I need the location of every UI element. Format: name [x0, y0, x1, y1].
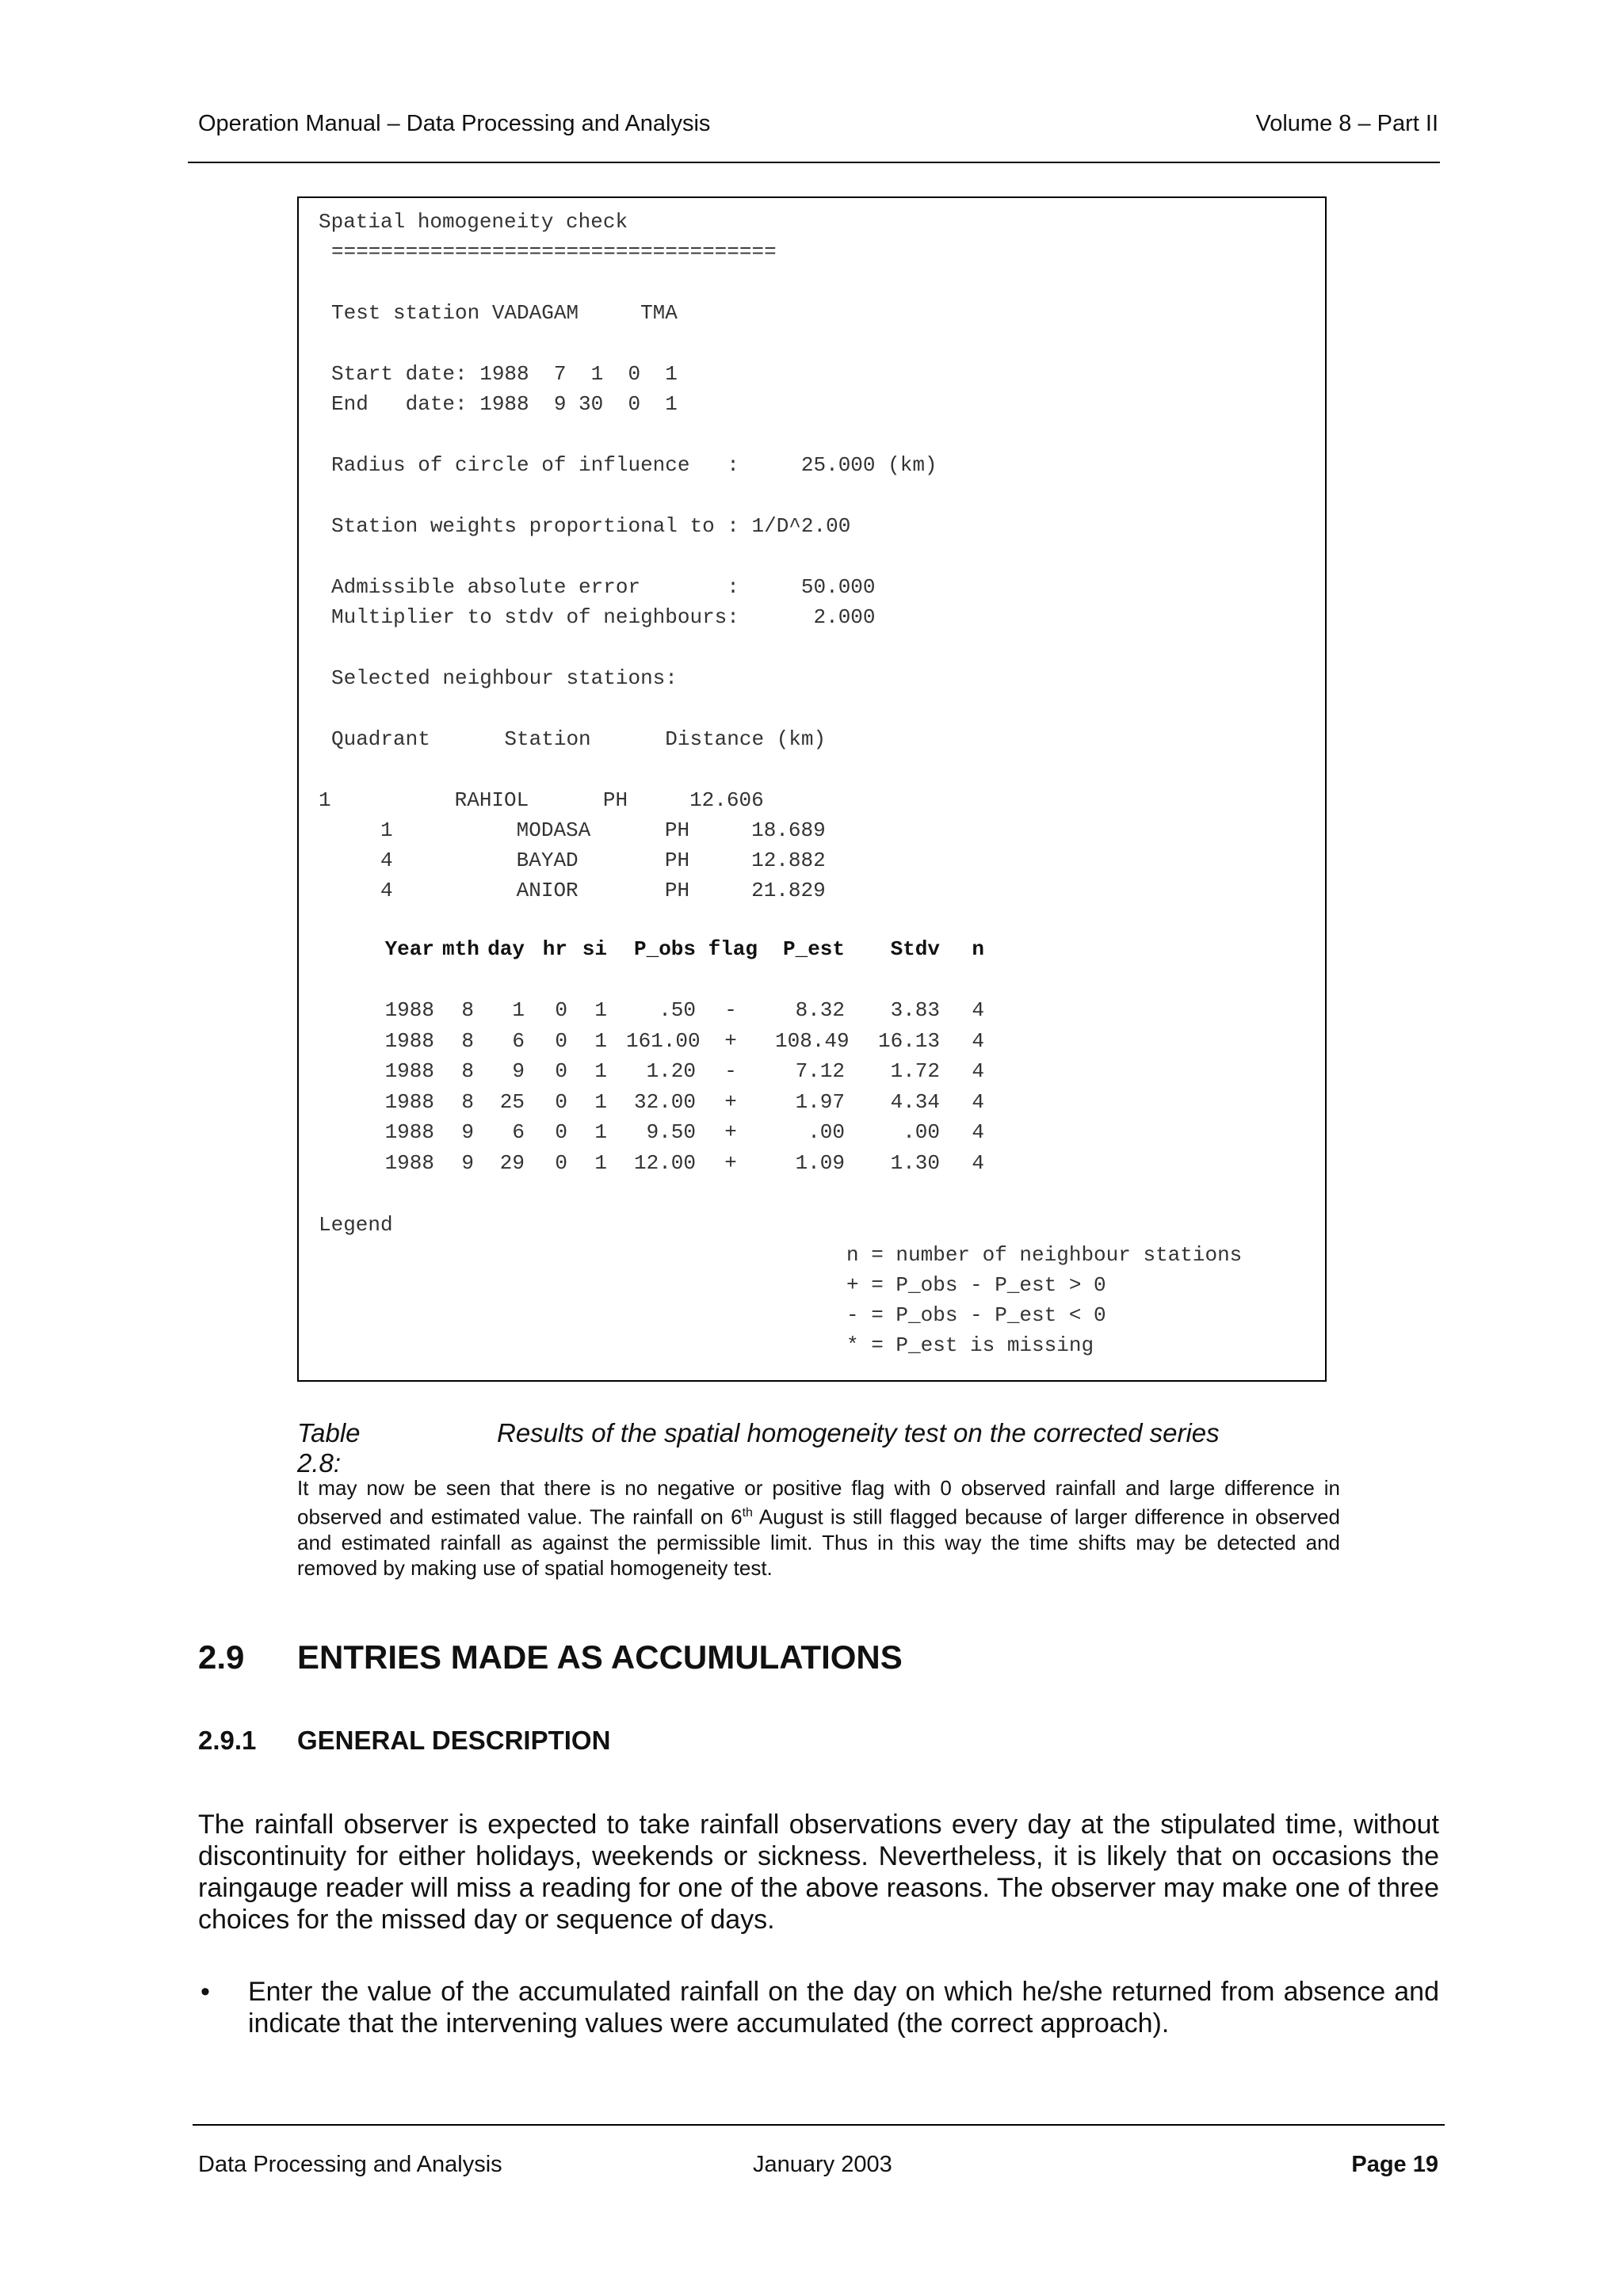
table-cell: 12.00 [633, 1150, 696, 1175]
table-cell: 161.00 [626, 1028, 701, 1053]
table-cell: 4 [972, 1150, 984, 1175]
table-cell: 4 [972, 1059, 984, 1083]
table-cell: 1.09 [795, 1150, 845, 1175]
col-header: P_obs [633, 937, 696, 961]
table-cell: + [724, 1120, 737, 1144]
legend-item: * = P_est is missing [846, 1333, 1094, 1357]
header-left-title: Operation Manual – Data Processing and Analysis [198, 111, 711, 136]
table-cell: 7.12 [795, 1059, 845, 1083]
table-cell: 1.72 [890, 1059, 940, 1083]
table-cell: 1988 [384, 998, 434, 1022]
neighbour-header: Quadrant Station Distance (km) [331, 727, 827, 751]
table-cell: 1 [594, 1059, 607, 1083]
col-header: n [972, 937, 984, 961]
table-cell: 6 [512, 1120, 525, 1144]
table-cell: 4 [972, 1089, 984, 1114]
table-row [380, 1090, 1141, 1121]
multiplier-line: Multiplier to stdv of neighbours: 2.000 [331, 605, 876, 629]
col-header: Stdv [890, 937, 940, 961]
caption-text: Results of the spatial homogeneity test on the corrected series [497, 1418, 1220, 1447]
table-cell: + [724, 1028, 737, 1053]
table-row [380, 1120, 1141, 1151]
table-cell: .50 [659, 998, 696, 1022]
table-cell: 0 [555, 1120, 567, 1144]
footer-date: January 2003 [753, 2152, 892, 2177]
table-cell: 9.50 [646, 1120, 696, 1144]
table-cell: 8 [461, 1089, 474, 1114]
table-cell: 1988 [384, 1150, 434, 1175]
col-header: mth [442, 937, 479, 961]
radius-line: Radius of circle of influence : 25.000 (km) [331, 453, 938, 477]
table-cell: 0 [555, 1089, 567, 1114]
col-header: hr [542, 937, 567, 961]
legend-item: - = P_obs - P_est < 0 [846, 1303, 1106, 1327]
section-number: 2.9 [198, 1638, 245, 1676]
table-cell: 1988 [384, 1059, 434, 1083]
col-header: Year [384, 937, 434, 961]
test-station-line: Test station VADAGAM TMA [331, 301, 678, 325]
table-cell: + [724, 1150, 737, 1175]
weights-line: Station weights proportional to : 1/D^2.00 [331, 514, 851, 538]
table-cell: 0 [555, 1150, 567, 1175]
box-title: Spatial homogeneity check [319, 210, 628, 234]
table-cell: 1 [594, 1120, 607, 1144]
table-cell: 1 [594, 998, 607, 1022]
table-body [380, 998, 1141, 1181]
table-cell: 4 [972, 998, 984, 1022]
header-right-title: Volume 8 – Part II [1255, 111, 1438, 136]
table-row [380, 1059, 1141, 1090]
table-cell: 32.00 [633, 1089, 696, 1114]
table-cell: 0 [555, 998, 567, 1022]
page-header [198, 111, 1438, 143]
table-cell: 1 [594, 1150, 607, 1175]
abs-error-line: Admissible absolute error : 50.000 [331, 575, 876, 599]
table-cell: 4.34 [890, 1089, 940, 1114]
body-paragraph: The rainfall observer is expected to take rainfall observations every day at the stipulated time, without discontinuity for either holidays, weekends or sickness. Nevertheless, it is likely that on occasions the raingauge reader will miss a reading for one of the above reasons. The observer may make one of three choices for the missed day or sequence of days. [198, 1810, 1439, 1935]
footer-left: Data Processing and Analysis [198, 2152, 502, 2177]
table-cell: 1988 [384, 1120, 434, 1144]
start-date-line: Start date: 1988 7 1 0 1 [331, 362, 678, 386]
table-cell: 4 [972, 1028, 984, 1053]
table-cell: 0 [555, 1059, 567, 1083]
table-cell: 1.30 [890, 1150, 940, 1175]
table-row [380, 1029, 1141, 1060]
table-cell: - [724, 998, 737, 1022]
neighbour-row: 1 RAHIOL PH 12.606 [319, 788, 764, 812]
legend-title: Legend [319, 1213, 393, 1237]
subsection-title: GENERAL DESCRIPTION [297, 1726, 611, 1755]
legend-item: + = P_obs - P_est > 0 [846, 1273, 1106, 1297]
box-underline: ==================================== [331, 240, 777, 264]
section-title: ENTRIES MADE AS ACCUMULATIONS [297, 1638, 903, 1676]
table-cell: 8 [461, 1059, 474, 1083]
header-rule [188, 162, 1440, 163]
table-cell: - [724, 1059, 737, 1083]
table-cell: 1.97 [795, 1089, 845, 1114]
table-cell: 25 [499, 1089, 525, 1114]
neighbour-row: 1 MODASA PH 18.689 [319, 818, 826, 842]
footer-rule [193, 2124, 1445, 2126]
table-row [380, 998, 1141, 1029]
page-footer [198, 2152, 1438, 2183]
table-cell: 108.49 [775, 1028, 850, 1053]
explanation-part2: August is still flagged because of larger difference in observed and estimated rainfall as against the permissible limit. Thus in this way the time shifts may be detected and removed by making use of spatial homogeneity test. [297, 1505, 1340, 1580]
neighbour-row: 4 ANIOR PH 21.829 [319, 879, 826, 902]
legend-items [846, 1240, 1242, 1360]
table-row [380, 1151, 1141, 1182]
table-cell: 29 [499, 1150, 525, 1175]
col-header: day [487, 937, 525, 961]
selected-stations-line: Selected neighbour stations: [331, 666, 678, 690]
neighbour-row: 4 BAYAD PH 12.882 [319, 849, 826, 872]
col-header: flag [708, 937, 758, 961]
col-header: P_est [782, 937, 845, 961]
legend-item: n = number of neighbour stations [846, 1243, 1243, 1267]
col-header: si [582, 937, 607, 961]
table-cell: 9 [461, 1150, 474, 1175]
subsection-number: 2.9.1 [198, 1726, 257, 1755]
explanation-paragraph [297, 1475, 1340, 1581]
table-cell: .00 [808, 1120, 845, 1144]
table-cell: 1 [594, 1089, 607, 1114]
table-cell: 1 [594, 1028, 607, 1053]
bullet-text: Enter the value of the accumulated rainfall on the day on which he/she returned from absence and indicate that the intervening values were accumulated (the correct approach). [248, 1977, 1439, 2039]
table-cell: 8 [461, 1028, 474, 1053]
results-table [380, 937, 1141, 1181]
end-date-line: End date: 1988 9 30 0 1 [331, 392, 678, 416]
explanation-part1: It may now be seen that there is no negative or positive flag with 0 observed rainfall and large difference in observed and estimated value. The rainfall on 6 [297, 1476, 1340, 1529]
table-cell: 1988 [384, 1028, 434, 1053]
table-cell: 1 [512, 998, 525, 1022]
table-cell: 16.13 [877, 1028, 940, 1053]
page-number: Page 19 [1351, 2152, 1438, 2177]
table-cell: + [724, 1089, 737, 1114]
table-cell: 1988 [384, 1089, 434, 1114]
table-cell: .00 [903, 1120, 940, 1144]
table-cell: 9 [512, 1059, 525, 1083]
table-cell: 8.32 [795, 998, 845, 1022]
table-header-row [380, 937, 1141, 968]
table-cell: 0 [555, 1028, 567, 1053]
table-cell: 9 [461, 1120, 474, 1144]
table-cell: 6 [512, 1028, 525, 1053]
table-cell: 4 [972, 1120, 984, 1144]
table-cell: 1.20 [646, 1059, 696, 1083]
bullet-icon: • [200, 1977, 210, 2007]
caption-number: Table 2.8: [297, 1418, 361, 1478]
table-cell: 3.83 [890, 998, 940, 1022]
table-cell: 8 [461, 998, 474, 1022]
ordinal-suffix: th [742, 1506, 753, 1520]
